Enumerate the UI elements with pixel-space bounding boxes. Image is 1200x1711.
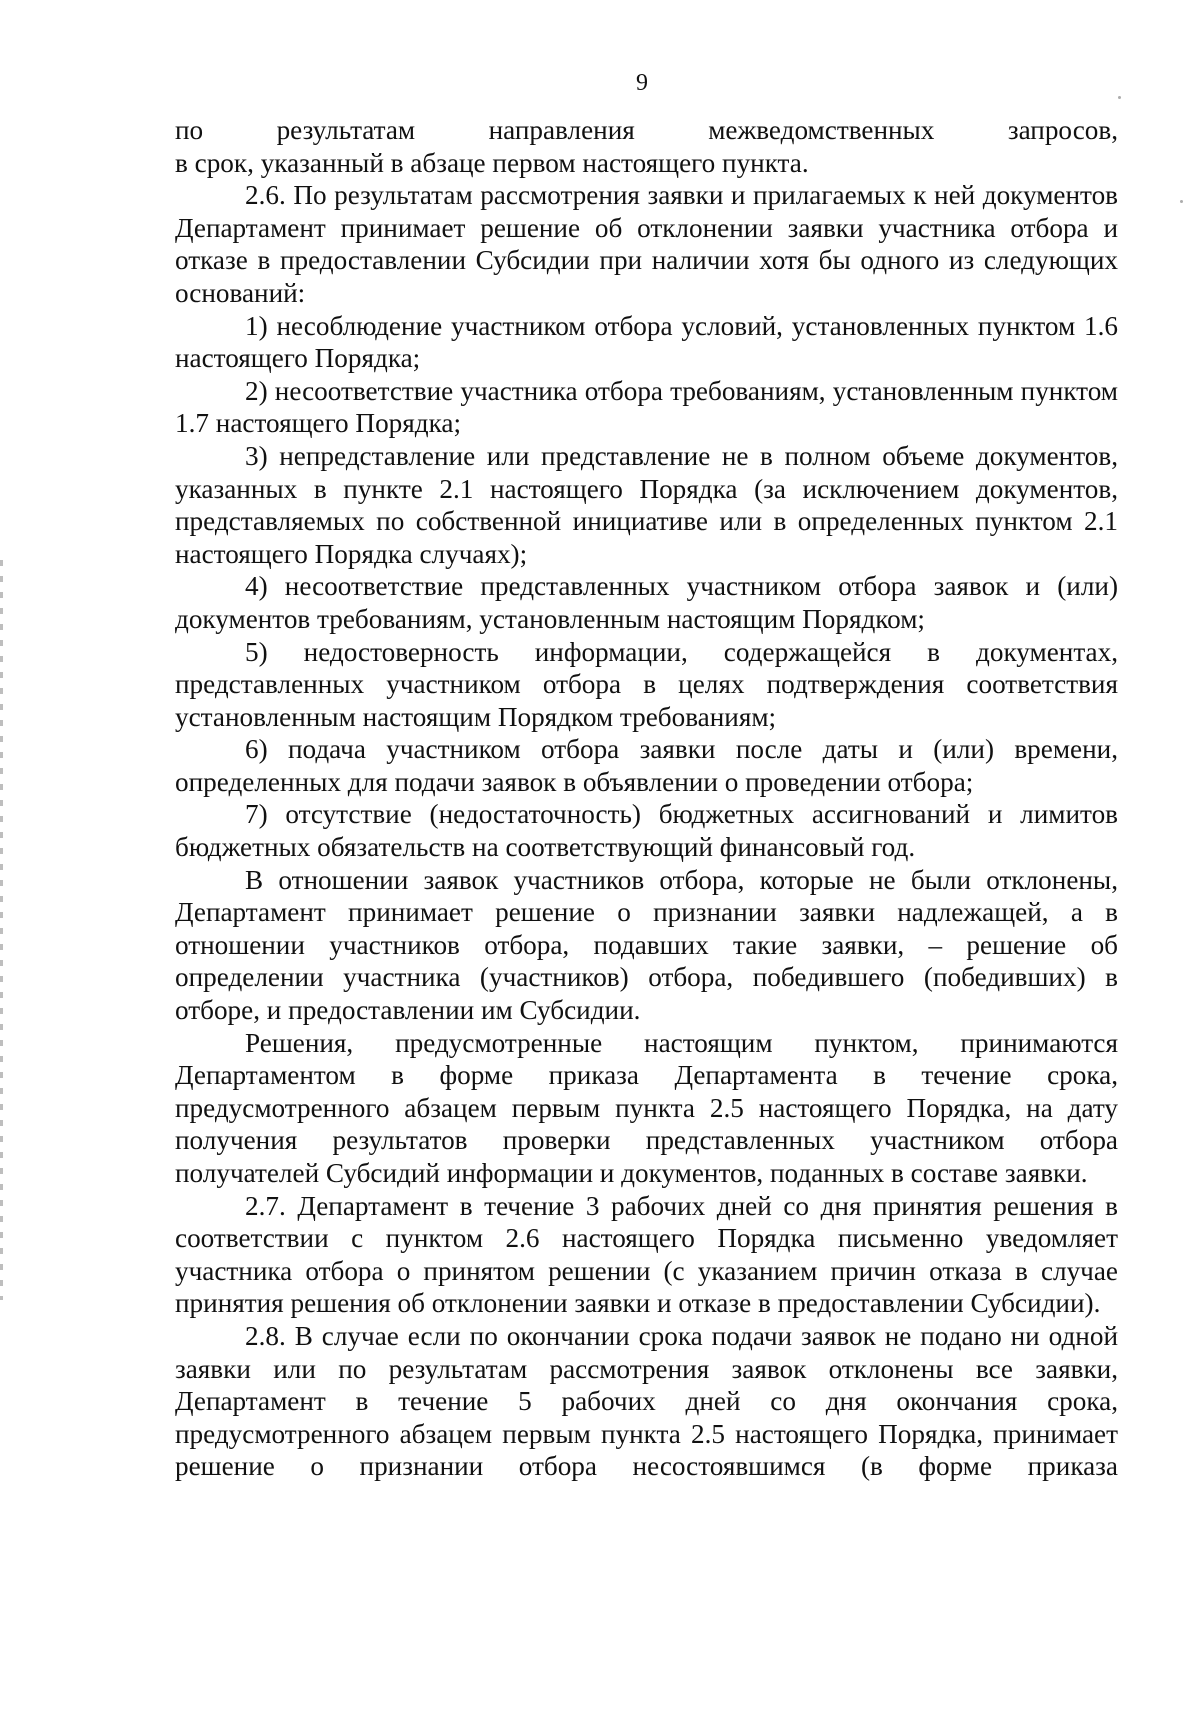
paragraph-continuation <box>175 114 1118 179</box>
list-item-3: 3) непредставление или представление не в полном объеме документов, указанных в пункте 2.1 настоящего Порядка (за исключением документов, представляемых по собственной инициативе или в определенных пунктом 2.1 настоящего Порядка случаях); <box>175 440 1118 569</box>
list-item-4: 4) несоответствие представленных участником отбора заявок и (или) документов требованиям, установленным настоящим Порядком; <box>175 571 1118 634</box>
document-body <box>175 114 1118 1483</box>
paragraph-line: по результатам направления межведомственных запросов, <box>175 115 1118 145</box>
paragraph-2-6: 2.6. По результатам рассмотрения заявки и прилагаемых к ней документов Департамент принимает решение об отклонении заявки участника отбора и отказе в предоставлении Субсидии при наличии хотя бы одного из следующих оснований: <box>175 180 1118 308</box>
paragraph-2-7: 2.7. Департамент в течение 3 рабочих дней со дня принятия решения в соответствии с пунктом 2.6 настоящего Порядка письменно уведомляет участника отбора о принятом решении (с указанием причин отказа в случае принятия решения об отклонении заявки и отказе в предоставлении Субсидии). <box>175 1190 1118 1319</box>
list-item-1: 1) несоблюдение участником отбора условий, установленных пунктом 1.6 настоящего Порядка; <box>175 310 1118 374</box>
list-item-2: 2) несоответствие участника отбора требованиям, установленным пунктом 1.7 настоящего Порядка; <box>175 375 1118 439</box>
paragraph-line: в срок, указанный в абзаце первом настоящего пункта. <box>175 147 809 178</box>
scan-dot <box>1180 200 1183 203</box>
scan-edge-artifact <box>0 560 3 1300</box>
paragraph-2-8: 2.8. В случае если по окончании срока подачи заявок не подано ни одной заявки или по результатам рассмотрения заявок отклонены все заявки, Департамент в течение 5 рабочих дней со дня окончания срока, предусмотренного абзацем первым пункта 2.5 настоящего Порядка, принимает решение о признании отбора несостоявшимся (в форме приказа <box>175 1320 1118 1482</box>
page-number: 9 <box>636 70 648 96</box>
paragraph-decisions: Решения, предусмотренные настоящим пунктом, принимаются Департаментом в форме приказа Департамента в течение срока, предусмотренного абзацем первым пункта 2.5 настоящего Порядка, на дату получения результатов проверки представленных участником отбора получателей Субсидий информации и документов, поданных в составе заявки. <box>175 1027 1118 1188</box>
list-item-7: 7) отсутствие (недостаточность) бюджетных ассигнований и лимитов бюджетных обязательств на соответствующий финансовый год. <box>175 799 1118 863</box>
paragraph-accepted-applications: В отношении заявок участников отбора, которые не были отклонены, Департамент принимает решение о признании заявки надлежащей, а в отношении участников отбора, подавших такие заявки, – решение об определении участника (участников) отбора, победившего (победивших) в отборе, и предоставлении им Субсидии. <box>175 864 1118 1026</box>
list-item-6: 6) подача участником отбора заявки после даты и (или) времени, определенных для подачи заявок в объявлении о проведении отбора; <box>175 734 1118 797</box>
list-item-5: 5) недостоверность информации, содержащейся в документах, представленных участником отбора в целях подтверждения соответствия установленным настоящим Порядком требованиям; <box>175 636 1118 732</box>
